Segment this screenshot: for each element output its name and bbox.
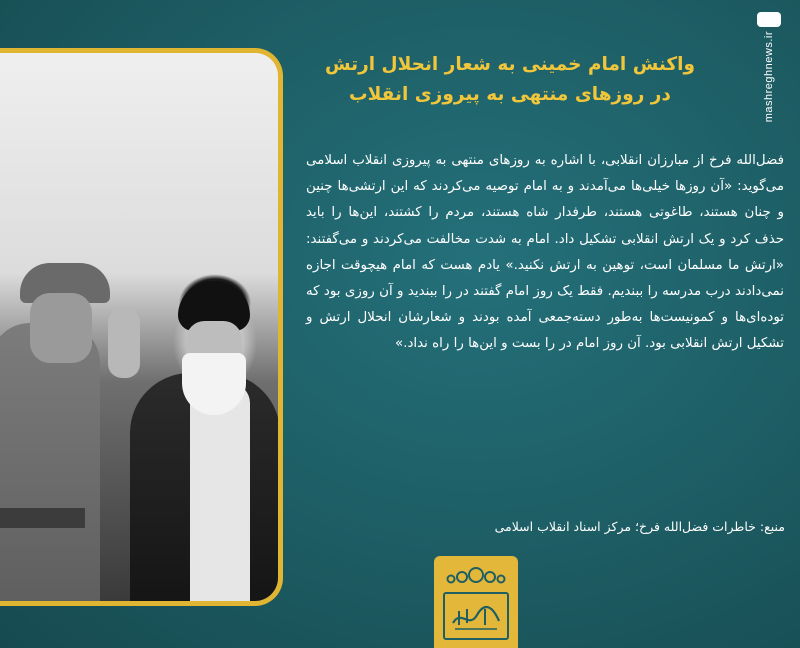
source-citation: منبع: خاطرات فضل‌الله فرخ؛ مرکز اسناد انقلاب اسلامی <box>494 519 785 534</box>
photo-cleric-beard <box>182 353 246 415</box>
revolution-documents-center-logo-icon <box>434 556 518 648</box>
brand-logo <box>756 12 782 122</box>
floral-ornament-icon <box>446 564 506 586</box>
photo-officer-figure <box>0 323 100 606</box>
mashregh-logo-icon <box>757 12 781 27</box>
photo-cleric-inner-garment <box>190 383 250 603</box>
photo-raised-hand <box>108 308 140 378</box>
logo-calligraphy-frame <box>443 592 509 640</box>
page-title <box>290 50 730 110</box>
title-line-2: در روزهای منتهی به پیروزی انقلاب <box>349 84 671 105</box>
historical-photo-frame <box>0 48 283 606</box>
calligraphy-mark-icon <box>449 599 503 633</box>
photo-officer-face <box>30 293 92 363</box>
title-line-1: واکنش امام خمینی به شعار انحلال ارتش <box>324 54 695 75</box>
quote-body <box>306 148 784 358</box>
quote-paragraph: فضل‌الله فرخ از مبارزان انقلابی، با اشاره به روزهای منتهی به پیروزی انقلاب اسلامی می‌گوید: «آن روزها خیلی‌ها می‌آمدند و به امام توصیه می‌کردند که این ارتشی‌ها چنین و چنان هستند، طاغوتی هستند، طرفدار شاه هستند، مردم را کشتند، این‌ها را باید حذف کرد و یک ارتش انقلابی تشکیل داد. امام به شدت مخالفت می‌کردند و می‌گفتند: «ارتش ما مسلمان است، توهین به ارتش نکنید.» یادم هست که امام هیچوقت اجازه نمی‌دادند درب مدرسه را ببندیم. فقط یک روز امام گفتند در را ببندید و آن روزی بود که توده‌ای‌ها و کمونیست‌ها به‌طور دسته‌جمعی آمده بودند و شعارشان انحلال ارتش و تشکیل ارتش انقلابی بود. آن روز امام در را بست و این‌ها را راه نداد.» <box>306 153 784 352</box>
historical-photo <box>0 53 278 601</box>
photo-officer-belt <box>0 508 85 528</box>
brand-url: mashreghnews.ir <box>763 30 775 122</box>
